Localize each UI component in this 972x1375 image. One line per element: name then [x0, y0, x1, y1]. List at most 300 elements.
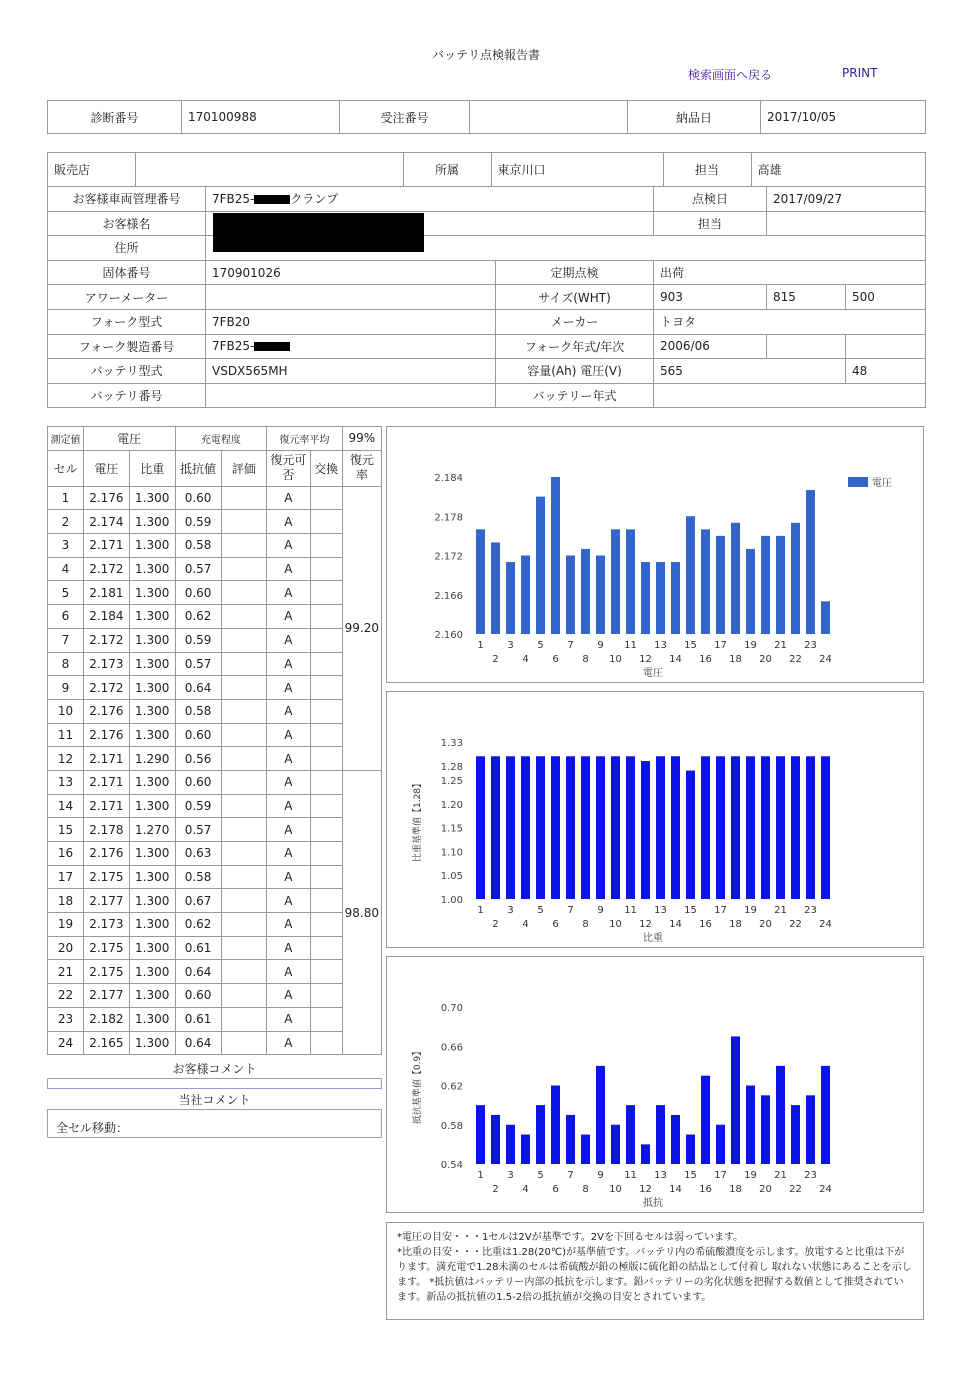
cell-resistance: 0.57: [175, 652, 221, 676]
x-tick-label: 21: [774, 905, 787, 916]
x-tick-label: 22: [789, 1184, 802, 1195]
cell-no: 14: [48, 794, 84, 818]
bar: [701, 1076, 710, 1164]
cell-gravity: 1.300: [129, 486, 175, 510]
y-tick-label: 2.160: [434, 630, 463, 641]
cell-restorable: A: [267, 842, 311, 866]
x-tick-label: 9: [597, 1170, 604, 1181]
staff-label: 担当: [663, 153, 751, 186]
x-tick-label: 17: [714, 640, 727, 651]
x-tick-label: 16: [699, 1184, 712, 1195]
cell-gravity: 1.300: [129, 770, 175, 794]
cell-voltage: 2.184: [83, 605, 129, 629]
bar: [506, 562, 515, 634]
bar: [746, 549, 755, 634]
battery-no-label: バッテリ番号: [48, 383, 206, 408]
staff2-value: [767, 211, 926, 236]
cell-restorable: A: [267, 699, 311, 723]
cell-row: [48, 842, 382, 866]
cell-replace: [310, 534, 342, 558]
cell-no: 13: [48, 770, 84, 794]
cell-row: [48, 510, 382, 534]
recovery-rate-group: 98.80: [342, 770, 381, 1054]
col-header-restorable: 復元可否: [267, 450, 311, 486]
x-tick-label: 6: [552, 919, 559, 930]
cell-voltage: 2.175: [83, 960, 129, 984]
cell-row: [48, 1031, 382, 1055]
cell-table: [47, 426, 382, 1055]
cell-replace: [310, 557, 342, 581]
recovery-rate-group: 99.20: [342, 486, 381, 770]
order-no-value: [470, 101, 628, 134]
x-tick-label: 8: [582, 654, 589, 665]
cell-restorable: A: [267, 865, 311, 889]
bar: [791, 1105, 800, 1164]
bar: [731, 1036, 740, 1164]
y-axis-title: 比重基準値【1.28】: [413, 778, 423, 863]
cell-replace: [310, 581, 342, 605]
cell-row: [48, 1007, 382, 1031]
bar: [821, 1066, 830, 1164]
fork-model-label: フォーク型式: [48, 309, 206, 334]
capacity-value: 565: [654, 359, 846, 384]
bar: [716, 536, 725, 634]
x-tick-label: 7: [567, 905, 574, 916]
cell-rating: [221, 699, 267, 723]
bar: [566, 1115, 575, 1164]
cell-gravity: 1.300: [129, 628, 175, 652]
x-tick-label: 5: [537, 640, 544, 651]
cell-row: [48, 652, 382, 676]
cell-replace: [310, 913, 342, 937]
x-tick-label: 3: [507, 640, 514, 651]
x-tick-label: 3: [507, 1170, 514, 1181]
x-tick-label: 14: [669, 654, 682, 665]
vehicle-mgmt-value: [206, 187, 654, 212]
voltage-chart-box: [386, 426, 924, 683]
cell-rows: [48, 486, 382, 1055]
voltage-chart: [387, 427, 923, 682]
redaction-bar: [254, 342, 290, 351]
cell-restorable: A: [267, 913, 311, 937]
redaction-bar: [254, 195, 290, 204]
recovery-avg-label: 復元率平均: [267, 427, 343, 451]
cell-row: [48, 960, 382, 984]
address-label: 住所: [48, 236, 206, 261]
cell-gravity: 1.300: [129, 984, 175, 1008]
cell-voltage: 2.177: [83, 984, 129, 1008]
cell-replace: [310, 960, 342, 984]
cell-replace: [310, 770, 342, 794]
cell-gravity: 1.300: [129, 1031, 175, 1055]
cell-rating: [221, 794, 267, 818]
note-gravity-resistance: *比重の目安・・・比重は1.28(20℃)が基準値です。バッテリ内の希硫酸濃度を示します。放電すると比重は下がります。満充電で1.28未満のセルは希硫酸が鉛の極版に硫化鉛の結晶として付着し 取れない状態にあることを示します。 *抵抗値はバッテリー内部の抵抗を示します。鉛バッテリーの劣化状態を把握する数値として推奨されています。新品の抵抗値の1.5-2倍の抵抗値が交換の目安とされています。: [397, 1247, 912, 1303]
cell-no: 11: [48, 723, 84, 747]
x-tick-label: 7: [567, 1170, 574, 1181]
cell-row: [48, 581, 382, 605]
y-tick-label: 0.62: [440, 1081, 463, 1093]
x-tick-label: 4: [522, 1184, 529, 1195]
cell-voltage: 2.171: [83, 534, 129, 558]
cell-no: 24: [48, 1031, 84, 1055]
cell-gravity: 1.290: [129, 747, 175, 771]
x-tick-label: 18: [729, 654, 742, 665]
cell-row: [48, 984, 382, 1008]
cell-row: [48, 865, 382, 889]
bar: [671, 1115, 680, 1164]
staff-value: 高雄: [757, 163, 782, 177]
cell-rating: [221, 984, 267, 1008]
x-tick-label: 1: [477, 640, 484, 651]
bar: [701, 529, 710, 634]
cell-rating: [221, 747, 267, 771]
x-tick-label: 16: [699, 919, 712, 930]
cell-rating: [221, 652, 267, 676]
cell-replace: [310, 699, 342, 723]
cell-rating: [221, 486, 267, 510]
bar: [686, 1135, 695, 1164]
meas-label: 測定値: [48, 427, 84, 451]
bar: [671, 756, 680, 899]
cell-resistance: 0.58: [175, 865, 221, 889]
cell-gravity: 1.300: [129, 510, 175, 534]
cell-resistance: 0.58: [175, 534, 221, 558]
cell-voltage: 2.171: [83, 747, 129, 771]
fork-year-blank: [846, 334, 926, 359]
x-tick-label: 22: [789, 919, 802, 930]
bar: [491, 542, 500, 634]
cell-voltage: 2.171: [83, 770, 129, 794]
y-tick-label: 1.05: [440, 871, 463, 883]
cell-resistance: 0.60: [175, 984, 221, 1008]
cell-replace: [310, 1031, 342, 1055]
cell-row: [48, 913, 382, 937]
shop-value: [135, 153, 403, 186]
serial-value: 170901026: [206, 260, 496, 285]
bar: [626, 529, 635, 634]
bar: [581, 756, 590, 899]
cell-rating: [221, 510, 267, 534]
cell-voltage: 2.176: [83, 486, 129, 510]
vehicle-mgmt-label: お客様車両管理番号: [48, 187, 206, 212]
customer-comment-label: お客様コメント: [172, 1062, 257, 1076]
x-tick-label: 15: [684, 1170, 697, 1181]
cell-restorable: A: [267, 557, 311, 581]
bar: [536, 1105, 545, 1164]
cell-voltage: 2.181: [83, 581, 129, 605]
vehicle-info-table: [47, 152, 926, 408]
cell-rating: [221, 865, 267, 889]
cell-replace: [310, 628, 342, 652]
y-tick-label: 0.54: [440, 1160, 463, 1171]
order-no-label: 受注番号: [340, 101, 470, 134]
cell-gravity: 1.300: [129, 581, 175, 605]
cell-gravity: 1.300: [129, 936, 175, 960]
serial-label: 固体番号: [48, 260, 206, 285]
cell-restorable: A: [267, 486, 311, 510]
bar: [806, 756, 815, 899]
cell-replace: [310, 605, 342, 629]
x-tick-label: 1: [477, 1170, 484, 1181]
fork-model-value: 7FB20: [206, 309, 496, 334]
cell-voltage: 2.176: [83, 699, 129, 723]
cell-restorable: A: [267, 605, 311, 629]
company-comment-label: 当社コメント: [178, 1093, 251, 1107]
bar: [566, 756, 575, 899]
x-tick-label: 18: [729, 919, 742, 930]
bar: [776, 536, 785, 634]
bar: [626, 1105, 635, 1164]
voltage-value: 48: [846, 359, 926, 384]
bar: [821, 756, 830, 899]
cell-voltage: 2.175: [83, 936, 129, 960]
fork-year-extra: [767, 334, 846, 359]
cell-rating: [221, 581, 267, 605]
cell-resistance: 0.60: [175, 486, 221, 510]
cell-restorable: A: [267, 534, 311, 558]
vehicle-mgmt-prefix: 7FB25-: [212, 192, 255, 207]
y-tick-label: 1.20: [440, 799, 463, 811]
bar: [746, 1086, 755, 1165]
x-tick-label: 4: [522, 919, 529, 930]
x-tick-label: 11: [624, 1170, 637, 1181]
x-tick-label: 10: [609, 919, 622, 930]
fork-serial-value: [206, 334, 496, 359]
cell-restorable: A: [267, 794, 311, 818]
cell-voltage: 2.173: [83, 913, 129, 937]
cell-gravity: 1.300: [129, 889, 175, 913]
bar: [731, 756, 740, 899]
x-tick-label: 9: [597, 905, 604, 916]
size-t-value: 500: [846, 285, 926, 310]
bar: [596, 756, 605, 899]
x-tick-label: 13: [654, 1170, 667, 1181]
cell-row: [48, 486, 382, 510]
bar: [776, 1066, 785, 1164]
cell-gravity: 1.300: [129, 605, 175, 629]
print-link[interactable]: PRINT: [842, 66, 878, 80]
col-header-replace: 交換: [310, 450, 342, 486]
cell-rating: [221, 605, 267, 629]
cell-row: [48, 723, 382, 747]
x-tick-label: 11: [624, 640, 637, 651]
bar: [521, 756, 530, 899]
x-tick-label: 6: [552, 1184, 559, 1195]
cell-restorable: A: [267, 1007, 311, 1031]
cell-resistance: 0.64: [175, 676, 221, 700]
shop-label: 販売店: [48, 153, 135, 186]
cell-no: 7: [48, 628, 84, 652]
x-tick-label: 23: [804, 1170, 817, 1181]
cell-voltage: 2.172: [83, 676, 129, 700]
shop-row: [48, 153, 925, 186]
cell-replace: [310, 723, 342, 747]
customer-comment-box[interactable]: [47, 1078, 382, 1089]
dept-label: 所属: [403, 153, 491, 186]
bar: [701, 756, 710, 899]
gravity-chart: [387, 692, 923, 947]
cell-rating: [221, 913, 267, 937]
diagnosis-no-label: 診断番号: [48, 101, 182, 134]
bar: [611, 529, 620, 634]
x-tick-label: 2: [492, 1184, 499, 1195]
cell-resistance: 0.64: [175, 960, 221, 984]
cell-rating: [221, 818, 267, 842]
cell-row: [48, 699, 382, 723]
cell-voltage: 2.174: [83, 510, 129, 534]
col-header-cell: セル: [48, 450, 84, 486]
cell-row: [48, 889, 382, 913]
cell-rating: [221, 628, 267, 652]
cell-row: [48, 676, 382, 700]
cell-rating: [221, 936, 267, 960]
cell-replace: [310, 936, 342, 960]
x-tick-label: 19: [744, 640, 757, 651]
dept-value: 東京川口: [491, 153, 663, 186]
cell-restorable: A: [267, 676, 311, 700]
cell-rating: [221, 889, 267, 913]
cell-restorable: A: [267, 936, 311, 960]
cell-restorable: A: [267, 770, 311, 794]
bar: [686, 516, 695, 634]
legend-swatch: [848, 477, 868, 487]
cell-replace: [310, 676, 342, 700]
cell-voltage: 2.176: [83, 723, 129, 747]
cell-restorable: A: [267, 818, 311, 842]
cell-no: 4: [48, 557, 84, 581]
notes-box: [386, 1222, 924, 1320]
cell-rating: [221, 723, 267, 747]
cell-resistance: 0.56: [175, 747, 221, 771]
cell-restorable: A: [267, 984, 311, 1008]
cell-restorable: A: [267, 960, 311, 984]
bar: [761, 536, 770, 634]
hour-meter-value: [206, 285, 496, 310]
bar: [641, 761, 650, 899]
x-axis-title: 抵抗: [643, 1198, 663, 1209]
staff2-label: 担当: [654, 211, 767, 236]
bar: [746, 756, 755, 899]
cell-gravity: 1.300: [129, 865, 175, 889]
bar: [806, 490, 815, 634]
cell-voltage: 2.172: [83, 557, 129, 581]
cell-gravity: 1.300: [129, 557, 175, 581]
cell-gravity: 1.300: [129, 652, 175, 676]
cell-restorable: A: [267, 747, 311, 771]
cell-rating: [221, 960, 267, 984]
gravity-chart-box: [386, 691, 924, 948]
cell-resistance: 0.63: [175, 842, 221, 866]
cell-row: [48, 818, 382, 842]
delivery-date-label: 納品日: [628, 101, 761, 134]
y-tick-label: 1.00: [440, 895, 463, 906]
cell-resistance: 0.61: [175, 1007, 221, 1031]
x-tick-label: 12: [639, 1184, 652, 1195]
bar: [656, 756, 665, 899]
cell-gravity: 1.300: [129, 913, 175, 937]
cell-resistance: 0.64: [175, 1031, 221, 1055]
resistance-chart: [387, 957, 923, 1212]
cell-no: 8: [48, 652, 84, 676]
bar: [551, 1086, 560, 1165]
cell-no: 18: [48, 889, 84, 913]
bar: [656, 562, 665, 634]
cell-restorable: A: [267, 628, 311, 652]
y-tick-label: 1.25: [440, 776, 463, 788]
cell-replace: [310, 486, 342, 510]
back-to-search-link[interactable]: 検索画面へ戻る: [688, 68, 773, 82]
x-axis-title: 比重: [643, 933, 663, 944]
cell-resistance: 0.60: [175, 723, 221, 747]
x-tick-label: 23: [804, 640, 817, 651]
cell-replace: [310, 889, 342, 913]
cell-no: 20: [48, 936, 84, 960]
resistance-chart-box: [386, 956, 924, 1213]
cell-replace: [310, 984, 342, 1008]
x-tick-label: 20: [759, 654, 772, 665]
bar: [806, 1095, 815, 1164]
bar: [611, 756, 620, 899]
meas-value: 電圧: [83, 427, 175, 451]
x-tick-label: 23: [804, 905, 817, 916]
cell-row: [48, 747, 382, 771]
bar: [566, 556, 575, 635]
cell-rating: [221, 676, 267, 700]
cell-resistance: 0.61: [175, 936, 221, 960]
y-tick-label: 1.28: [440, 761, 463, 773]
bar: [656, 1105, 665, 1164]
bar: [716, 756, 725, 899]
x-axis-title: 電圧: [643, 668, 663, 679]
bar: [536, 497, 545, 634]
cell-restorable: A: [267, 723, 311, 747]
company-comment-box[interactable]: [47, 1109, 382, 1138]
bar: [506, 756, 515, 899]
redaction-block: [213, 213, 424, 252]
x-tick-label: 24: [819, 919, 832, 930]
x-tick-label: 8: [582, 919, 589, 930]
battery-model-label: バッテリ型式: [48, 359, 206, 384]
cell-rating: [221, 842, 267, 866]
bar: [596, 556, 605, 635]
periodic-value: 出荷: [654, 260, 926, 285]
cell-row: [48, 936, 382, 960]
y-tick-label: 1.15: [440, 823, 463, 835]
x-tick-label: 15: [684, 905, 697, 916]
cell-gravity: 1.300: [129, 723, 175, 747]
cell-resistance: 0.59: [175, 794, 221, 818]
x-tick-label: 21: [774, 1170, 787, 1181]
cell-gravity: 1.300: [129, 960, 175, 984]
inspect-date-value: 2017/09/27: [767, 187, 926, 212]
cell-resistance: 0.57: [175, 818, 221, 842]
col-header-recovery-rate: 復元率: [342, 450, 381, 486]
cell-no: 22: [48, 984, 84, 1008]
bar: [551, 477, 560, 634]
cell-rating: [221, 534, 267, 558]
x-tick-label: 20: [759, 919, 772, 930]
bar: [551, 756, 560, 899]
x-tick-label: 4: [522, 654, 529, 665]
battery-year-value: [654, 383, 926, 408]
y-tick-label: 2.166: [434, 590, 463, 602]
cell-replace: [310, 842, 342, 866]
cell-no: 23: [48, 1007, 84, 1031]
x-tick-label: 20: [759, 1184, 772, 1195]
cell-voltage: 2.182: [83, 1007, 129, 1031]
x-tick-label: 11: [624, 905, 637, 916]
x-tick-label: 6: [552, 654, 559, 665]
